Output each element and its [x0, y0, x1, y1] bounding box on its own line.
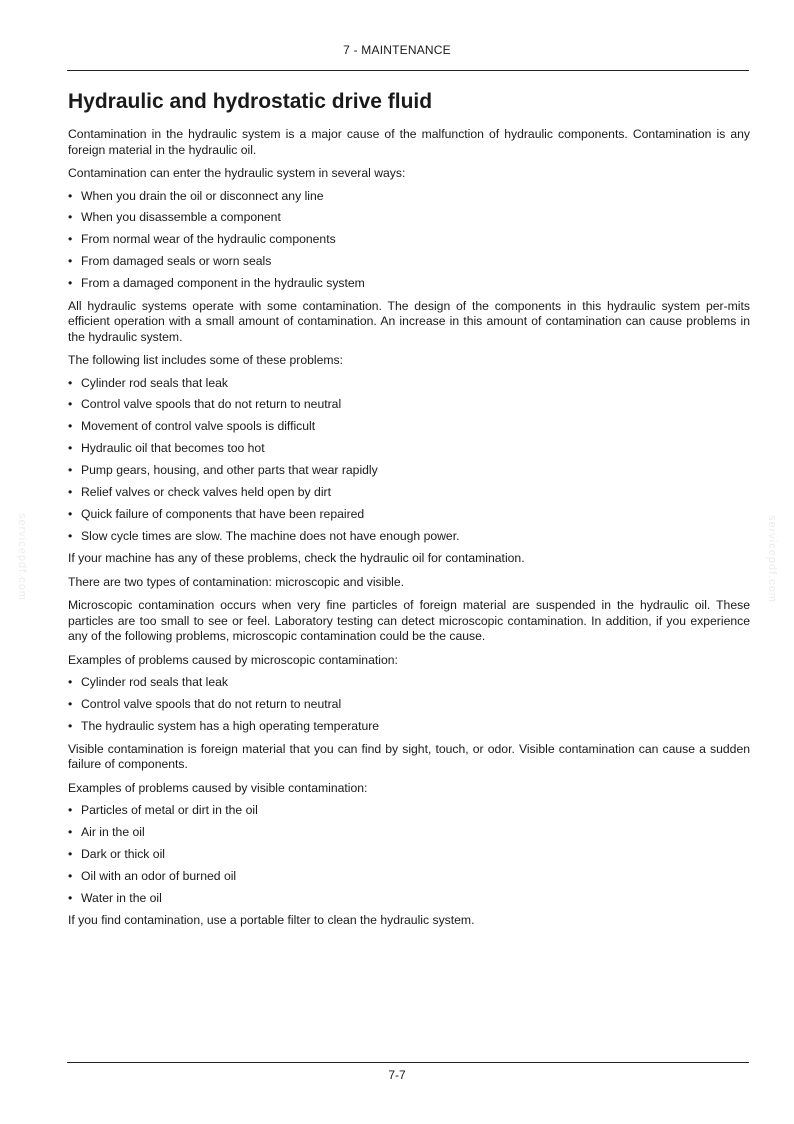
paragraph-visible: Visible contamination is foreign material that you can find by sight, touch, or odor. Visible contamination can cause a sudden failure of components. [68, 741, 750, 772]
list-item [68, 189, 750, 205]
page-number: 7-7 [388, 1068, 406, 1082]
list-item [68, 891, 750, 907]
list-item [68, 463, 750, 479]
watermark-left: servicepdf.com [16, 513, 28, 601]
list-item-text: Water in the oil [81, 890, 162, 905]
paragraph-visible-examples: Examples of problems caused by visible contamination: [68, 780, 368, 795]
list-item-text: Control valve spools that do not return to neutral [81, 397, 342, 412]
paragraph-microscopic-examples: Examples of problems caused by microscopic contamination: [68, 652, 398, 667]
list-item [68, 376, 750, 392]
watermark-right: servicepdf.com [766, 515, 778, 603]
bullet-icon: • [68, 276, 73, 291]
list-item [68, 529, 750, 545]
list-item [68, 825, 750, 841]
list-item-text: From normal wear of the hydraulic components [81, 232, 336, 247]
list-item [68, 441, 750, 457]
paragraph-contamination-types: There are two types of contamination: microscopic and visible. [68, 574, 404, 589]
bullet-icon: • [68, 803, 73, 818]
list-item [68, 847, 750, 863]
list-item-text: Control valve spools that do not return to neutral [81, 697, 342, 712]
list-item [68, 397, 750, 413]
list-item [68, 419, 750, 435]
list-entry-ways [68, 189, 750, 292]
list-item-text: From a damaged component in the hydraulic system [81, 276, 365, 291]
list-item-text: Movement of control valve spools is difficult [81, 419, 316, 434]
bullet-icon: • [68, 254, 73, 269]
bullet-icon: • [68, 210, 73, 225]
bullet-icon: • [68, 890, 73, 905]
list-item [68, 869, 750, 885]
page-title: Hydraulic and hydrostatic drive fluid [68, 90, 433, 113]
list-item-text: Cylinder rod seals that leak [81, 375, 228, 390]
list-problems [68, 376, 750, 545]
list-item [68, 254, 750, 270]
bullet-icon: • [68, 485, 73, 500]
list-item [68, 719, 750, 735]
bullet-icon: • [68, 506, 73, 521]
list-item [68, 276, 750, 292]
bullet-icon: • [68, 675, 73, 690]
paragraph-entry-ways: Contamination can enter the hydraulic system in several ways: [68, 166, 406, 180]
list-item-text: From damaged seals or worn seals [81, 254, 272, 269]
page-content [68, 89, 750, 937]
footer-rule [67, 1062, 749, 1063]
bullet-icon: • [68, 375, 73, 390]
list-item [68, 485, 750, 501]
bullet-icon: • [68, 868, 73, 883]
bullet-icon: • [68, 528, 73, 543]
list-item-text: Relief valves or check valves held open by dirt [81, 485, 331, 500]
paragraph-filter: If you find contamination, use a portable filter to clean the hydraulic system. [68, 913, 475, 928]
list-item-text: When you drain the oil or disconnect any line [81, 188, 324, 203]
header-rule [67, 70, 749, 71]
bullet-icon: • [68, 697, 73, 712]
paragraph-microscopic: Microscopic contamination occurs when very fine particles of foreign material are suspended in the hydraulic oil. These particles are too small to see or feel. Laboratory testing can detect microscopic contamination. In addition, if you experience any of the following problems, microscopic contamination could be the cause. [68, 598, 750, 644]
bullet-icon: • [68, 232, 73, 247]
list-item-text: Hydraulic oil that becomes too hot [81, 441, 265, 456]
list-item-text: When you disassemble a component [81, 210, 281, 225]
paragraph-problems-intro: The following list includes some of these problems: [68, 353, 344, 368]
list-item [68, 232, 750, 248]
list-item-text: Quick failure of components that have been repaired [81, 506, 365, 521]
bullet-icon: • [68, 441, 73, 456]
paragraph-check-oil: If your machine has any of these problems, check the hydraulic oil for contamination. [68, 551, 525, 566]
bullet-icon: • [68, 397, 73, 412]
bullet-icon: • [68, 719, 73, 734]
list-item [68, 210, 750, 226]
list-item-text: Particles of metal or dirt in the oil [81, 803, 258, 818]
list-item [68, 507, 750, 523]
list-item-text: The hydraulic system has a high operating temperature [81, 719, 380, 734]
list-item [68, 675, 750, 691]
paragraph-operation: All hydraulic systems operate with some contamination. The design of the components in this hydraulic system per-mits efficient operation with a small amount of contamination. An increase in this amount of contamination can cause problems in the hydraulic system. [68, 298, 750, 344]
list-item-text: Dark or thick oil [81, 846, 165, 861]
list-item-text: Cylinder rod seals that leak [81, 675, 228, 690]
bullet-icon: • [68, 463, 73, 478]
list-item [68, 803, 750, 819]
bullet-icon: • [68, 846, 73, 861]
bullet-icon: • [68, 419, 73, 434]
list-item-text: Pump gears, housing, and other parts that wear rapidly [81, 463, 378, 478]
list-item-text: Oil with an odor of burned oil [81, 868, 237, 883]
bullet-icon: • [68, 188, 73, 203]
bullet-icon: • [68, 824, 73, 839]
list-microscopic-problems [68, 675, 750, 734]
list-item [68, 697, 750, 713]
list-visible-problems [68, 803, 750, 906]
running-header: 7 - MAINTENANCE [343, 43, 451, 57]
list-item-text: Slow cycle times are slow. The machine does not have enough power. [81, 528, 460, 543]
paragraph-intro: Contamination in the hydraulic system is a major cause of the malfunction of hydraulic components. Contamination is any foreign material in the hydraulic oil. [68, 127, 750, 157]
list-item-text: Air in the oil [81, 824, 145, 839]
